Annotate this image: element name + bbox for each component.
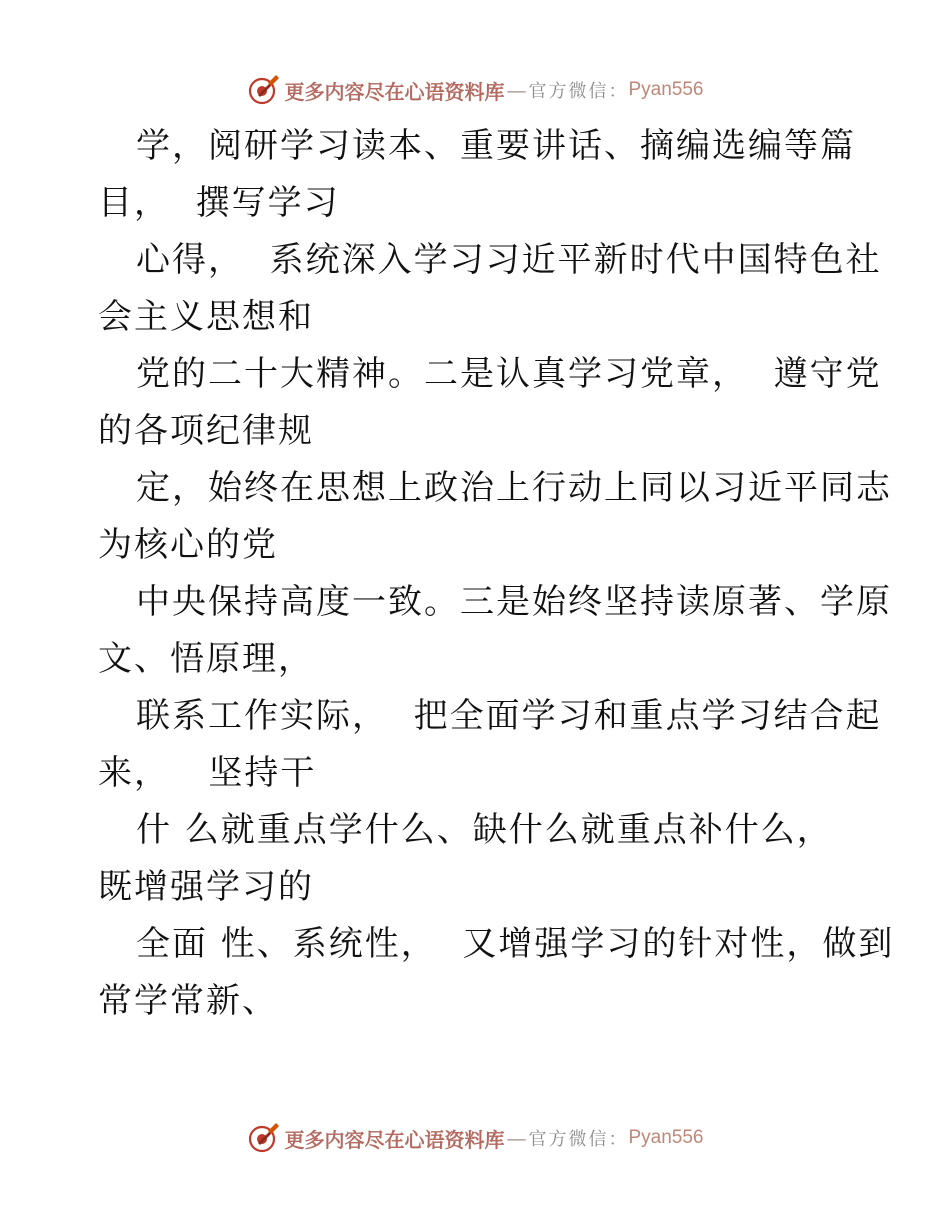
text-line: 中央保持高度一致。三是始终坚持读原著、学原 xyxy=(136,582,892,622)
watermark-wechat-label: 官方微信： xyxy=(528,81,629,102)
document-body xyxy=(98,118,895,1030)
text-line: 定，始终在思想上政治上行动上同以习近平同志 xyxy=(136,468,892,508)
text-line: 什 么就重点学什么、缺什么就重点补什么， xyxy=(136,810,833,850)
text-line: 文、悟原理， xyxy=(98,639,314,679)
watermark-site-text: 更多内容尽在心语资料库 xyxy=(284,1127,505,1152)
watermark-wechat-label: 官方微信： xyxy=(528,1129,629,1150)
quill-logo-icon xyxy=(246,1121,280,1155)
watermark-site-text: 更多内容尽在心语资料库 xyxy=(284,79,505,104)
footer-watermark xyxy=(0,1118,950,1158)
text-line: 目， 撰写学习 xyxy=(98,183,340,223)
text-line: 为核心的党 xyxy=(98,525,278,565)
text-line: 联系工作实际， 把全面学习和重点学习结合起 xyxy=(136,696,882,736)
text-line: 常学常新、 xyxy=(98,981,278,1021)
text-line: 既增强学习的 xyxy=(98,867,314,907)
text-line: 会主义思想和 xyxy=(98,297,314,337)
text-line: 学，阅研学习读本、重要讲话、摘编选编等篇 xyxy=(136,126,856,166)
text-line: 党的二十大精神。二是认真学习党章， 遵守党 xyxy=(136,354,882,394)
watermark-wechat-id: Pyan556 xyxy=(628,79,704,100)
watermark-separator: — xyxy=(506,78,527,102)
text-line: 心得， 系统深入学习习近平新时代中国特色社 xyxy=(136,240,882,280)
quill-logo-icon xyxy=(246,73,280,107)
text-line: 来， 坚持干 xyxy=(98,753,317,793)
text-line: 的各项纪律规 xyxy=(98,411,314,451)
header-watermark xyxy=(0,70,950,110)
watermark-separator: — xyxy=(506,1126,527,1150)
text-line: 全面 性、系统性， 又增强学习的针对性，做到 xyxy=(136,924,895,964)
watermark-wechat-id: Pyan556 xyxy=(628,1127,704,1148)
